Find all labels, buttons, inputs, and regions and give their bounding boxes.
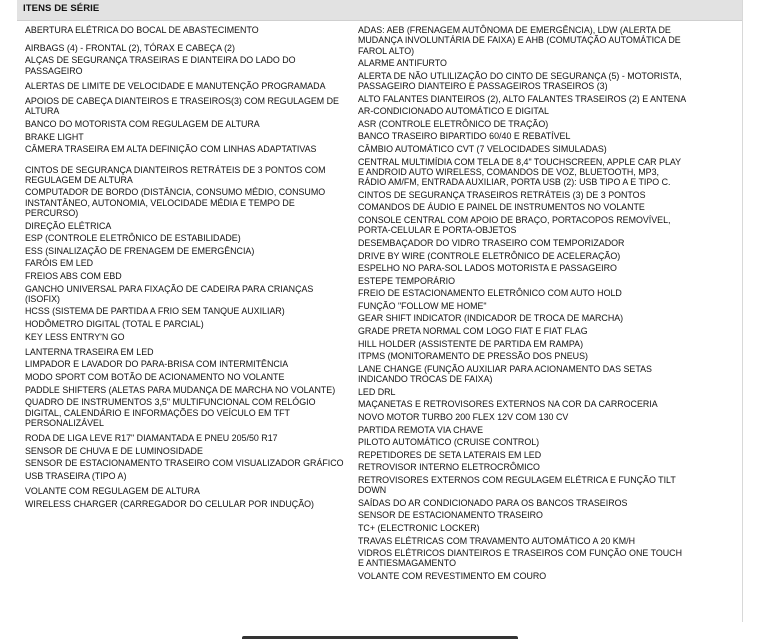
feature-item-right: CONSOLE CENTRAL COM APOIO DE BRAÇO, PORTACOPOS REMOVÍVEL, PORTA-CELULAR E PORTA-OBJETOS: [358, 215, 671, 236]
feature-item-right: REPETIDORES DE SETA LATERAIS EM LED: [358, 449, 542, 460]
feature-item-right: DRIVE BY WIRE (CONTROLE ELETRÔNICO DE ACELERAÇÃO): [358, 250, 621, 261]
feature-item-left: APOIOS DE CABEÇA DIANTEIROS E TRASEIROS(3) COM REGULAGEM DE ALTURA: [25, 96, 339, 117]
feature-item-left: CINTOS DE SEGURANÇA DIANTEIROS RETRÁTEIS DE 3 PONTOS COM REGULAGEM DE ALTURA: [25, 164, 326, 185]
feature-item-left: RODA DE LIGA LEVE R17" DIAMANTADA E PNEU 205/50 R17: [25, 433, 278, 443]
feature-item-left: FARÓIS EM LED: [25, 258, 94, 269]
feature-item-right: ALARME ANTIFURTO: [358, 58, 447, 69]
feature-item-right: ESPELHO NO PARA-SOL LADOS MOTORISTA E PASSAGEIRO: [358, 263, 617, 274]
feature-item-right: MAÇANETAS E RETROVISORES EXTERNOS NA COR DA CARROCERIA: [358, 399, 658, 410]
feature-item-right: CÂMBIO AUTOMÁTICO CVT (7 VELOCIDADES SIMULADAS): [358, 144, 607, 155]
feature-item-right: HILL HOLDER (ASSISTENTE DE PARTIDA EM RAMPA): [358, 338, 584, 349]
feature-item-left: ABERTURA ELÉTRICA DO BOCAL DE ABASTECIMENTO: [25, 25, 259, 35]
feature-item-left: AIRBAGS (4) - FRONTAL (2), TÓRAX E CABEÇA (2): [25, 42, 235, 53]
feature-item-left: BANCO DO MOTORISTA COM REGULAGEM DE ALTURA: [25, 118, 260, 129]
feature-item-right: DESEMBAÇADOR DO VIDRO TRASEIRO COM TEMPORIZADOR: [358, 237, 625, 248]
feature-item-right: GEAR SHIFT INDICATOR (INDICADOR DE TROCA DE MARCHA): [358, 313, 624, 324]
feature-item-right: AR-CONDICIONADO AUTOMÁTICO E DIGITAL: [358, 106, 549, 117]
feature-item-right: ESTEPE TEMPORÁRIO: [358, 275, 455, 286]
feature-item-left: LIMPADOR E LAVADOR DO PARA-BRISA COM INTERMITÊNCIA: [25, 359, 289, 370]
feature-item-right: PILOTO AUTOMÁTICO (CRUISE CONTROL): [358, 437, 540, 448]
feature-item-right: VIDROS ELÉTRICOS DIANTEIROS E TRASEIROS COM FUNÇÃO ONE TOUCH E ANTIESMAGAMENTO: [358, 548, 682, 569]
feature-item-right: SENSOR DE ESTACIONAMENTO TRASEIRO: [358, 510, 543, 521]
feature-item-right: CENTRAL MULTIMÍDIA COM TELA DE 8,4" TOUCHSCREEN, APPLE CAR PLAY E ANDROID AUTO WIRELESS, COMANDOS DE VOZ, BLUETOOTH, MP3, RÁDIO AM/FM, ENTRADA AUXILIAR, PORTA USB (2): USB TIPO A E TIPO C.: [358, 156, 681, 188]
feature-item-right: ITPMS (MONITORAMENTO DE PRESSÃO DOS PNEUS): [358, 351, 588, 362]
feature-item-right: GRADE PRETA NORMAL COM LOGO FIAT E FIAT FLAG: [358, 326, 588, 337]
feature-item-left: ESP (CONTROLE ELETRÔNICO DE ESTABILIDADE): [25, 233, 241, 244]
feature-item-left: USB TRASEIRA (TIPO A): [25, 470, 127, 481]
features-panel: [17, 0, 743, 622]
feature-item-left: MODO SPORT COM BOTÃO DE ACIONAMENTO NO VOLANTE: [25, 372, 285, 383]
feature-item-right: RETROVISOR INTERNO ELETROCRÔMICO: [358, 462, 540, 473]
feature-item-left: SENSOR DE ESTACIONAMENTO TRASEIRO COM VISUALIZADOR GRÁFICO: [25, 458, 344, 469]
feature-item-right: VOLANTE COM REVESTIMENTO EM COURO: [358, 571, 547, 582]
feature-item-left: HCSS (SISTEMA DE PARTIDA A FRIO SEM TANQUE AUXILIAR): [25, 306, 285, 317]
section-title: ITENS DE SÉRIE: [17, 0, 742, 21]
feature-item-left: DIREÇÃO ELÉTRICA: [25, 220, 112, 231]
features-column-right: [358, 25, 688, 584]
feature-item-right: SAÍDAS DO AR CONDICIONADO PARA OS BANCOS TRASEIROS: [358, 497, 628, 508]
feature-item-left: ALERTAS DE LIMITE DE VELOCIDADE E MANUTENÇÃO PROGRAMADA: [25, 80, 326, 91]
feature-item-left: FREIOS ABS COM EBD: [25, 270, 122, 281]
feature-item-left: GANCHO UNIVERSAL PARA FIXAÇÃO DE CADEIRA PARA CRIANÇAS (ISOFIX): [25, 283, 314, 304]
feature-item-right: ALERTA DE NÃO UTLILIZAÇÃO DO CINTO DE SEGURANÇA (5) - MOTORISTA, PASSAGEIRO DIANTEIRO E PASSAGEIROS TRASEIROS (3): [358, 70, 682, 92]
feature-item-right: CINTOS DE SEGURANÇA TRASEIROS RETRÁTEIS (3) DE 3 PONTOS: [358, 189, 646, 200]
feature-item-left: LANTERNA TRASEIRA EM LED: [25, 346, 154, 357]
feature-item-right: ADAS: AEB (FRENAGEM AUTÔNOMA DE EMERGÊNCIA), LDW (ALERTA DE MUDANÇA INVOLUNTÁRIA DE FAIXA) E AHB (COMUTAÇÃO AUTOMÁTICA DE FAROL ALTO): [358, 25, 681, 56]
feature-item-left: WIRELESS CHARGER (CARREGADOR DO CELULAR POR INDUÇÃO): [25, 498, 314, 509]
feature-item-left: ESS (SINALIZAÇÃO DE FRENAGEM DE EMERGÊNCIA): [25, 245, 255, 256]
feature-item-right: BANCO TRASEIRO BIPARTIDO 60/40 E REBATÍVEL: [358, 131, 571, 142]
feature-item-right: COMANDOS DE ÁUDIO E PAINEL DE INSTRUMENTOS NO VOLANTE: [358, 202, 645, 213]
feature-item-left: KEY LESS ENTRY'N GO: [25, 331, 125, 342]
feature-item-left: VOLANTE COM REGULAGEM DE ALTURA: [25, 485, 200, 496]
feature-item-right: ASR (CONTROLE ELETRÔNICO DE TRAÇÃO): [358, 118, 549, 129]
features-column-left: [25, 25, 350, 511]
feature-item-right: NOVO MOTOR TURBO 200 FLEX 12V COM 130 CV: [358, 411, 569, 422]
feature-item-right: TC+ (ELECTRONIC LOCKER): [358, 522, 480, 533]
feature-item-left: HODÔMETRO DIGITAL (TOTAL E PARCIAL): [25, 319, 204, 330]
feature-item-left: SENSOR DE CHUVA E DE LUMINOSIDADE: [25, 445, 203, 456]
feature-item-right: ALTO FALANTES DIANTEIROS (2), ALTO FALANTES TRASEIROS (2) E ANTENA: [358, 93, 687, 104]
feature-item-right: RETROVISORES EXTERNOS COM REGULAGEM ELÉTRICA E FUNÇÃO TILT DOWN: [358, 474, 676, 496]
feature-item-right: PARTIDA REMOTA VIA CHAVE: [358, 424, 484, 435]
feature-item-left: PADDLE SHIFTERS (ALETAS PARA MUDANÇA DE MARCHA NO VOLANTE): [25, 384, 336, 395]
feature-item-right: TRAVAS ELÉTRICAS COM TRAVAMENTO AUTOMÁTICO A 20 KM/H: [358, 535, 635, 546]
feature-item-left: QUADRO DE INSTRUMENTOS 3,5" MULTIFUNCIONAL COM RELÓGIO DIGITAL, CALENDÁRIO E INFORMAÇÕES DO VEÍCULO EM TFT PERSONALIZÁVEL: [25, 397, 316, 428]
feature-item-left: CÂMERA TRASEIRA EM ALTA DEFINIÇÃO COM LINHAS ADAPTATIVAS: [25, 144, 317, 155]
feature-item-right: FUNÇÃO "FOLLOW ME HOME": [358, 300, 487, 311]
feature-item-right: LED DRL: [358, 386, 396, 397]
feature-item-left: BRAKE LIGHT: [25, 131, 84, 142]
feature-item-left: COMPUTADOR DE BORDO (DISTÂNCIA, CONSUMO MÉDIO, CONSUMO INSTANTÂNEO, AUTONOMIA, VELOCIDADE MÉDIA E TEMPO DE PERCURSO): [25, 187, 326, 219]
feature-item-left: ALÇAS DE SEGURANÇA TRASEIRAS E DIANTEIRA DO LADO DO PASSAGEIRO: [25, 55, 296, 76]
feature-item-right: LANE CHANGE (FUNÇÃO AUXILIAR PARA ACIONAMENTO DAS SETAS INDICANDO TROCAS DE FAIXA): [358, 363, 652, 385]
feature-item-right: FREIO DE ESTACIONAMENTO ELETRÔNICO COM AUTO HOLD: [358, 288, 622, 299]
